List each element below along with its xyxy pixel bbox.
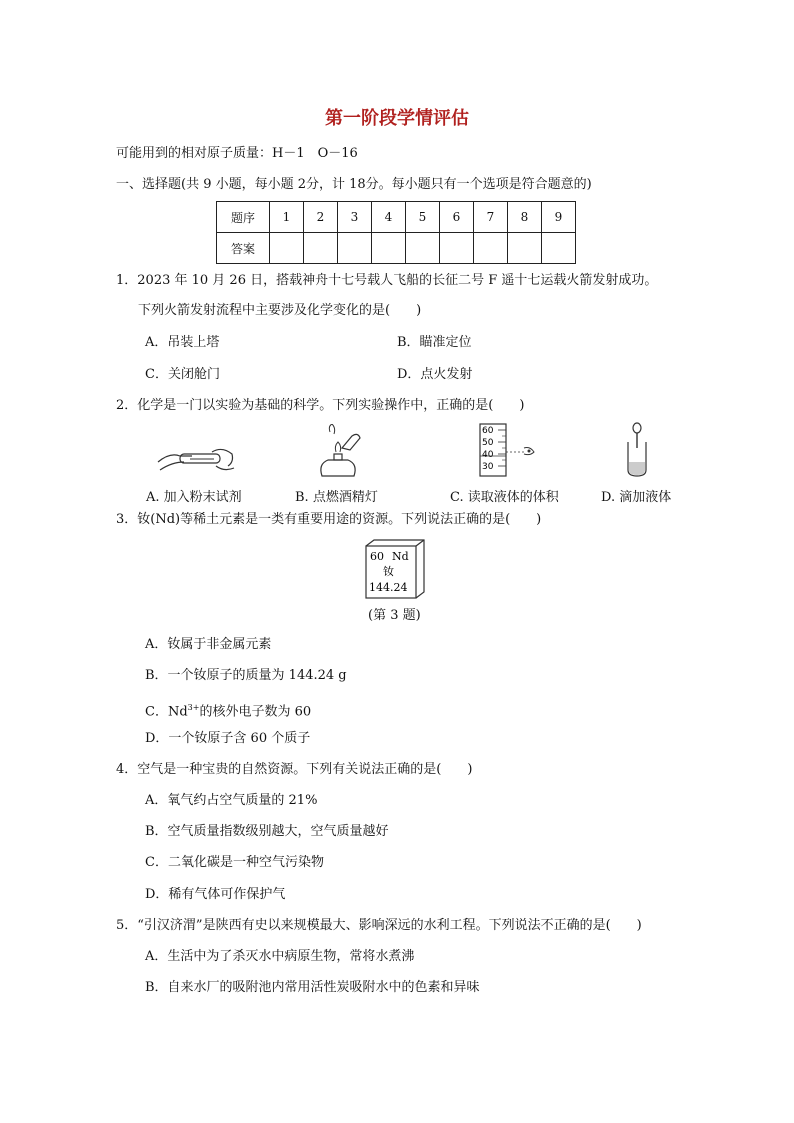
q1-option-a: A．吊装上塔 (145, 335, 220, 350)
answer-table-label-qnum: 题序 (217, 202, 270, 233)
answer-table-header-row (217, 202, 576, 233)
q3-option-c-post: 的核外电子数为 60 (199, 704, 312, 720)
answer-cell[interactable] (542, 233, 576, 264)
cylinder-ticks (498, 430, 506, 466)
q4-option-d: D．稀有气体可作保护气 (145, 887, 286, 902)
element-atomic-number: 60 (370, 550, 384, 563)
element-symbol: Nd (392, 550, 409, 563)
q4-option-b: B．空气质量指数级别越大，空气质量越好 (145, 824, 389, 839)
answer-cell[interactable] (338, 233, 372, 264)
cylinder-tick-label: 50 (482, 438, 494, 448)
atomic-mass-line: 可能用到的相对原子质量：H－1 O－16 (116, 146, 358, 161)
answer-cell[interactable] (508, 233, 542, 264)
element-cell-neodymium (364, 538, 428, 600)
q1-option-d: D．点火发射 (397, 367, 473, 382)
answer-cell[interactable] (474, 233, 508, 264)
answer-table-num: 8 (508, 202, 542, 233)
answer-cell[interactable] (440, 233, 474, 264)
q3-option-b: B．一个钕原子的质量为 144.24 g (145, 668, 347, 683)
q4-stem: 4．空气是一种宝贵的自然资源。下列有关说法正确的是( ) (116, 762, 473, 777)
page-title: 第一阶段学情评估 (325, 108, 469, 129)
q2-stem: 2．化学是一门以实验为基础的科学。下列实验操作中，正确的是( ) (116, 398, 525, 413)
q2-option-d: D. 滴加液体 (601, 490, 672, 505)
q4-option-a: A．氧气约占空气质量的 21% (145, 793, 318, 808)
answer-table (216, 201, 576, 264)
q3-option-a: A．钕属于非金属元素 (145, 637, 272, 652)
cylinder-tick-label: 60 (482, 426, 494, 436)
answer-table-num: 2 (304, 202, 338, 233)
answer-table-num: 6 (440, 202, 474, 233)
q1-option-c: C．关闭舱门 (145, 367, 220, 382)
q5-option-b: B．自来水厂的吸附池内常用活性炭吸附水中的色素和异味 (145, 980, 480, 995)
q4-option-c: C．二氧化碳是一种空气污染物 (145, 855, 324, 870)
element-mass: 144.24 (369, 581, 408, 594)
answer-table-num: 3 (338, 202, 372, 233)
alcohol-lamp-figure (314, 424, 364, 480)
answer-table-label-answer: 答案 (217, 233, 270, 264)
q5-option-a: A．生活中为了杀灭水中病原生物，常将水煮沸 (145, 949, 415, 964)
answer-table-answer-row (217, 233, 576, 264)
graduated-cylinder-figure (476, 422, 546, 478)
answer-cell[interactable] (270, 233, 304, 264)
q5-stem: 5．“引汉济渭”是陕西有史以来规模最大、影响深远的水利工程。下列说法不正确的是( ) (116, 918, 642, 933)
q2-option-c: C. 读取液体的体积 (450, 490, 559, 505)
q1-stem-line2: 下列火箭发射流程中主要涉及化学变化的是( ) (138, 303, 422, 318)
answer-table-num: 9 (542, 202, 576, 233)
powder-addition-figure (150, 432, 240, 478)
q1-option-b: B．瞄准定位 (397, 335, 472, 350)
element-name: 钕 (383, 565, 394, 578)
answer-table-num: 5 (406, 202, 440, 233)
answer-table-num: 4 (372, 202, 406, 233)
answer-table-num: 1 (270, 202, 304, 233)
answer-cell[interactable] (406, 233, 440, 264)
q3-option-d: D．一个钕原子含 60 个质子 (145, 731, 311, 746)
dropper-figure (622, 422, 652, 478)
cylinder-tick-label: 30 (482, 462, 494, 472)
section-heading: 一、选择题(共 9 小题，每小题 2分，计 18分。每小题只有一个选项是符合题意的) (116, 177, 592, 192)
answer-table-num: 7 (474, 202, 508, 233)
q3-option-c-charge: 3+ (187, 703, 200, 712)
answer-cell[interactable] (372, 233, 406, 264)
q1-stem-line1: 1．2023 年 10 月 26 日，搭载神舟十七号载人飞船的长征二号 F 遥十七运载火箭发射成功。 (116, 273, 658, 288)
q3-stem: 3．钕(Nd)等稀土元素是一类有重要用途的资源。下列说法正确的是( ) (116, 512, 542, 527)
q3-option-c (145, 699, 311, 721)
q3-option-c-pre: C．Nd (145, 704, 188, 720)
cylinder-tick-label: 40 (482, 450, 494, 460)
q2-option-a: A. 加入粉末试剂 (146, 490, 242, 505)
q3-caption: (第 3 题) (368, 608, 421, 623)
q2-option-b: B. 点燃酒精灯 (295, 490, 378, 505)
answer-cell[interactable] (304, 233, 338, 264)
